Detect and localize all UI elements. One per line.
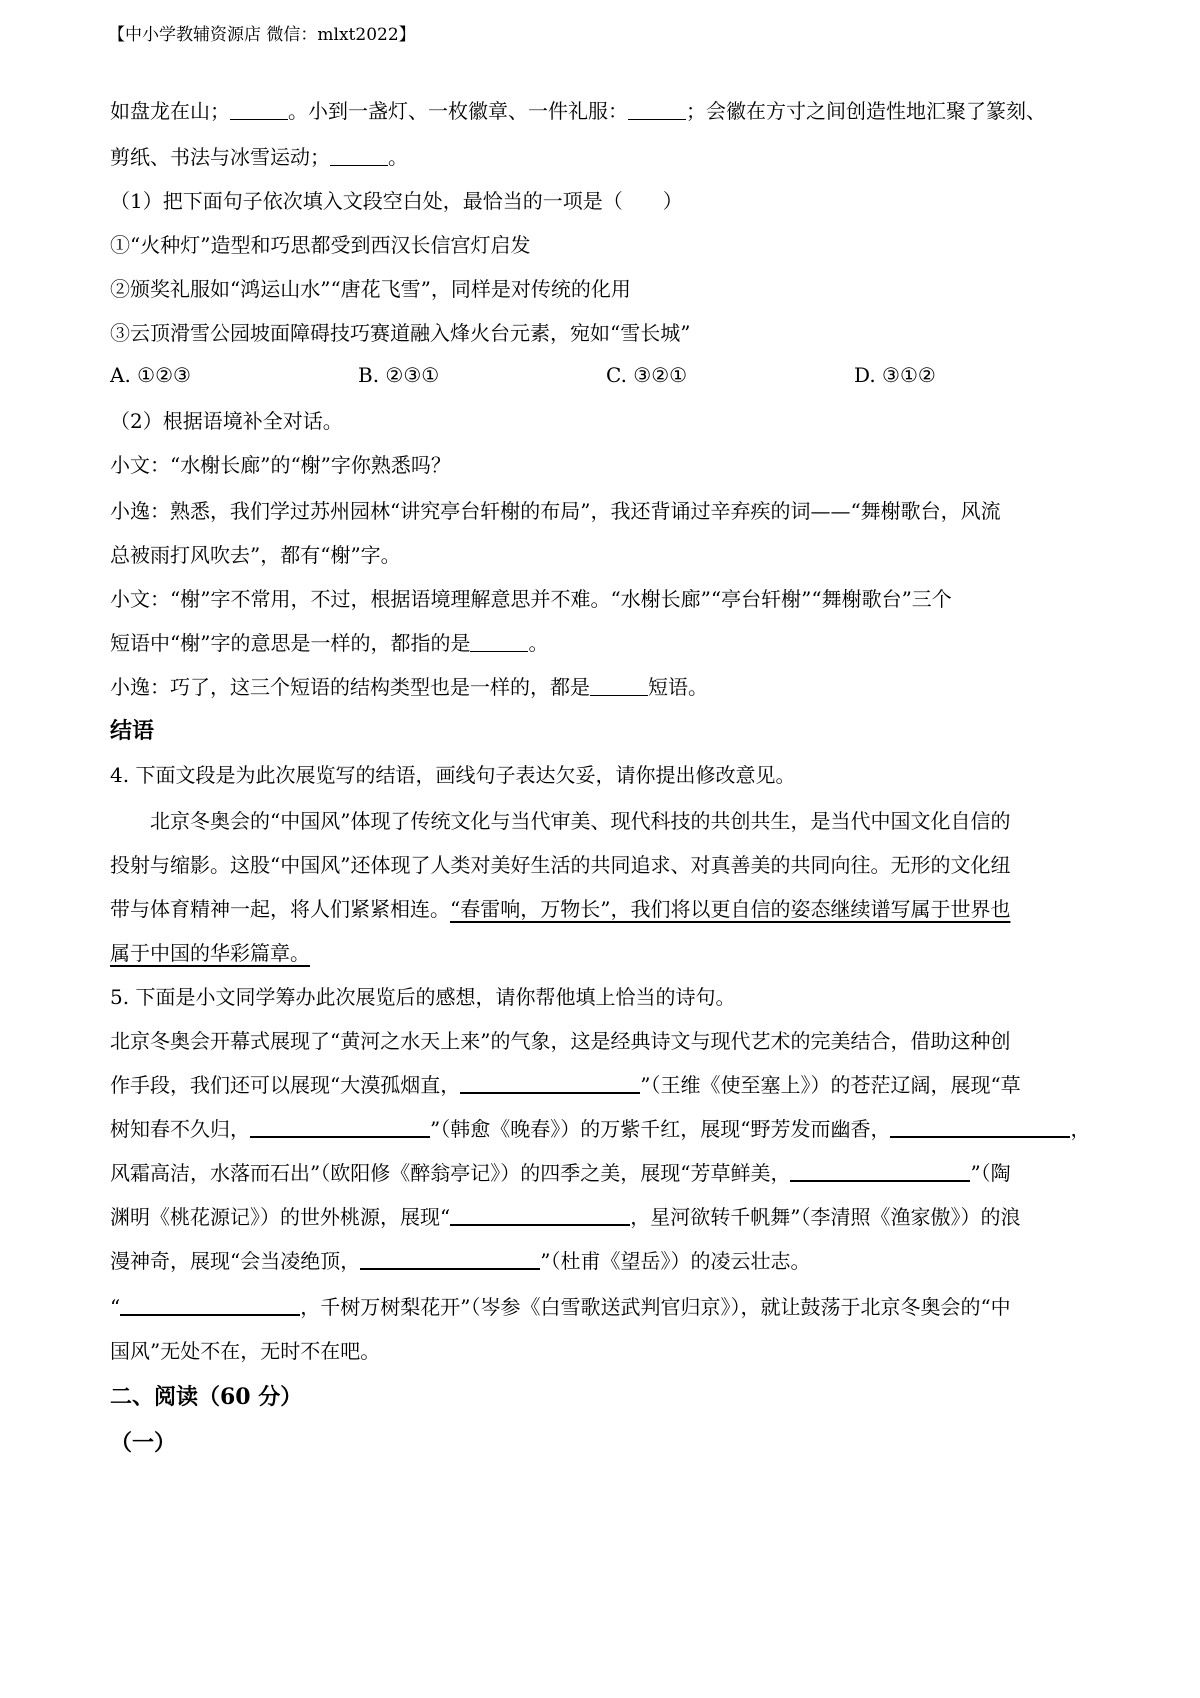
dialogue-line-3a: 小文：“榭”字不常用，不过，根据语境理解意思并不难。“水榭长廊”“亭台轩榭”“舞榭歌台”三个 (110, 587, 952, 611)
q5-line-2: 作手段，我们还可以展现“大漠孤烟直， ”（王维《使至塞上》）的苍茫辽阔，展现“草 (110, 1073, 1021, 1097)
poem-blank[interactable] (460, 1072, 640, 1094)
dialogue-line-3b: 短语中“榭”字的意思是一样的，都指的是 。 (110, 631, 549, 655)
poem-blank[interactable] (360, 1248, 540, 1270)
poem-blank[interactable] (120, 1294, 300, 1316)
underlined-sentence: 属于中国的华彩篇章。 (110, 941, 310, 965)
q3-paragraph-line-2: 剪纸、书法与冰雪运动； 。 (110, 145, 408, 169)
answer-blank[interactable] (628, 99, 686, 120)
poem-blank[interactable] (250, 1116, 430, 1138)
source-watermark: 【中小学教辅资源店 微信：mlxt2022】 (108, 25, 416, 45)
q5-line-4: 风霜高洁，水落而石出”（欧阳修《醉翁亭记》）的四季之美，展现“芳草鲜美， ”（陶 (110, 1161, 1011, 1185)
q5-line-3: 树知春不久归， ”（韩愈《晚春》）的万紫千红，展现“野芳发而幽香， ， (110, 1117, 1091, 1141)
q5-line-1: 北京冬奥会开幕式展现了“黄河之水天上来”的气象，这是经典诗文与现代艺术的完美结合，借助这种创 (110, 1029, 1011, 1053)
dialogue-line-1: 小文：“水榭长廊”的“榭”字你熟悉吗？ (110, 453, 451, 477)
answer-blank[interactable] (230, 99, 288, 120)
poem-blank[interactable] (450, 1204, 630, 1226)
dialogue-line-2b: 总被雨打风吹去”，都有“榭”字。 (110, 543, 401, 567)
sentence-3: ③云顶滑雪公园坡面障碍技巧赛道融入烽火台元素，宛如“雪长城” (110, 321, 691, 345)
option-a[interactable]: A. ①②③ (110, 363, 191, 387)
q4-passage-line-4 (110, 938, 310, 968)
q4-passage-line-2: 投射与缩影。这股“中国风”还体现了人类对美好生活的共同追求、对真善美的共同向往。无形的文化纽 (110, 853, 1011, 877)
q3-paragraph-line-1: 如盘龙在山； 。小到一盏灯、一枚徽章、一件礼服： ；会徽在方寸之间创造性地汇聚了篆刻、 (110, 99, 1046, 123)
poem-blank[interactable] (790, 1160, 970, 1182)
subsection-heading: （一） (110, 1430, 177, 1456)
section-2-heading: 二、阅读（60 分） (110, 1384, 303, 1410)
dialogue-line-4: 小逸：巧了，这三个短语的结构类型也是一样的，都是 短语。 (110, 675, 708, 699)
poem-blank[interactable] (890, 1116, 1070, 1138)
option-b[interactable]: B. ②③① (358, 363, 440, 387)
conclusion-heading: 结语 (110, 718, 155, 744)
q5-prompt: 5. 下面是小文同学筹办此次展览后的感想，请你帮他填上恰当的诗句。 (110, 985, 736, 1009)
answer-blank[interactable] (330, 145, 388, 166)
q3-1-prompt: （1）把下面句子依次填入文段空白处，最恰当的一项是（ ） (110, 189, 683, 213)
sentence-2: ②颁奖礼服如“鸿运山水”“唐花飞雪”，同样是对传统的化用 (110, 277, 631, 301)
dialogue-line-2a: 小逸：熟悉，我们学过苏州园林“讲究亭台轩榭的布局”，我还背诵过辛弃疾的词——“舞榭歌台，风流 (110, 499, 1001, 523)
option-c[interactable]: C. ③②① (606, 363, 688, 387)
q5-line-5: 渊明《桃花源记》）的世外桃源，展现“ ，星河欲转千帆舞”（李清照《渔家傲》）的浪 (110, 1205, 1021, 1229)
q5-line-7: “ ，千树万树梨花开”（岑参《白雪歌送武判官归京》），就让鼓荡于北京冬奥会的“中 (110, 1295, 1011, 1319)
q4-prompt: 4. 下面文段是为此次展览写的结语，画线句子表达欠妥，请你提出修改意见。 (110, 763, 796, 787)
answer-blank[interactable] (470, 631, 528, 652)
q3-2-prompt: （2）根据语境补全对话。 (110, 409, 343, 433)
sentence-1: ①“火种灯”造型和巧思都受到西汉长信宫灯启发 (110, 233, 531, 257)
underlined-sentence: “春雷响，万物长”，我们将以更自信的姿态继续谱写属于世界也 (450, 897, 1011, 921)
q5-line-8: 国风”无处不在，无时不在吧。 (110, 1339, 381, 1363)
q5-line-6: 漫神奇，展现“会当凌绝顶， ”（杜甫《望岳》）的凌云壮志。 (110, 1249, 811, 1273)
answer-blank[interactable] (590, 675, 648, 696)
q4-passage-line-3: 带与体育精神一起，将人们紧紧相连。“春雷响，万物长”，我们将以更自信的姿态继续谱写属于世界也 (110, 897, 1011, 921)
option-d[interactable]: D. ③①② (854, 363, 936, 387)
q4-passage-line-1: 北京冬奥会的“中国风”体现了传统文化与当代审美、现代科技的共创共生，是当代中国文化自信的 (150, 809, 1011, 833)
